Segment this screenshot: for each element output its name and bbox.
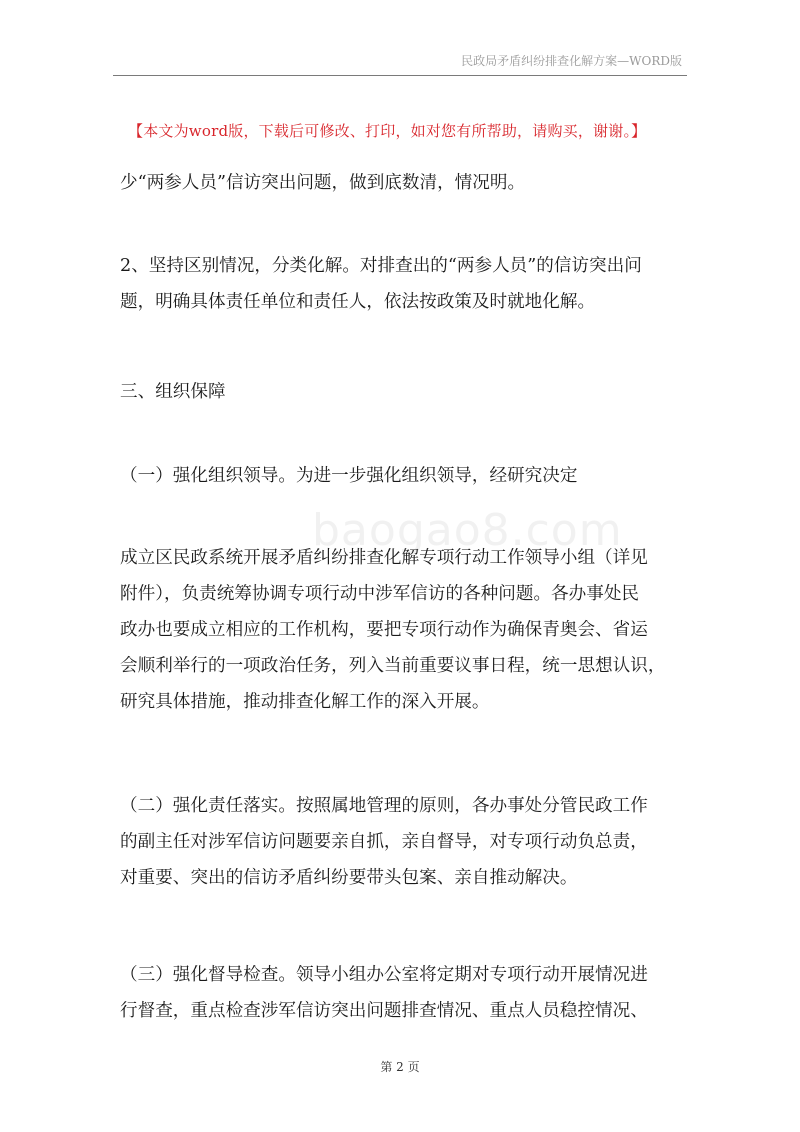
text-line: 少“两参人员”信访突出问题，做到底数清，情况明。 [120, 173, 526, 193]
paragraph [120, 957, 695, 1029]
section-heading [120, 374, 695, 410]
paragraph [120, 540, 695, 720]
text-line: 行督查，重点检查涉军信访突出问题排查情况、重点人员稳控情况、 [120, 1001, 648, 1021]
text-line: 会顺利举行的一项政治任务，列入当前重要议事日程，统一思想认识， [120, 656, 666, 676]
text-line: 题，明确具体责任单位和责任人，依法按政策及时就地化解。 [120, 292, 596, 312]
text-line: 成立区民政系统开展矛盾纠纷排查化解专项行动工作领导小组（详见 [120, 548, 648, 568]
text-line: 三、组织保障 [120, 382, 226, 402]
page-number: 第 2 页 [380, 1060, 420, 1074]
watermark: baogao8.com [312, 505, 623, 556]
text-line: 的副主任对涉军信访问题要亲自抓，亲自督导，对专项行动负总责， [120, 832, 648, 852]
paragraph [120, 248, 695, 320]
text-line: 对重要、突出的信访矛盾纠纷要带头包案、亲自推动解决。 [120, 868, 578, 888]
download-notice: 【本文为word版，下载后可修改、打印，如对您有所帮助，请购买，谢谢。】 [128, 122, 647, 140]
paragraph [120, 165, 695, 201]
paragraph [120, 788, 695, 896]
text-line: 研究具体措施，推动排查化解工作的深入开展。 [120, 692, 490, 712]
text-line: （一）强化组织领导。为进一步强化组织领导，经研究决定 [120, 466, 578, 486]
text-line: 政办也要成立相应的工作机构，要把专项行动作为确保青奥会、省运 [120, 620, 648, 640]
running-header: 民政局矛盾纠纷排查化解方案—WORD版 [461, 54, 682, 68]
text-line: 附件），负责统筹协调专项行动中涉军信访的各种问题。各办事处民 [120, 584, 640, 604]
text-line: 2、坚持区别情况，分类化解。对排查出的“两参人员”的信访突出问 [120, 256, 642, 276]
paragraph [120, 458, 695, 494]
text-line: （三）强化督导检查。领导小组办公室将定期对专项行动开展情况进 [120, 965, 648, 985]
text-line: （二）强化责任落实。按照属地管理的原则，各办事处分管民政工作 [120, 796, 648, 816]
header-divider [113, 75, 687, 76]
